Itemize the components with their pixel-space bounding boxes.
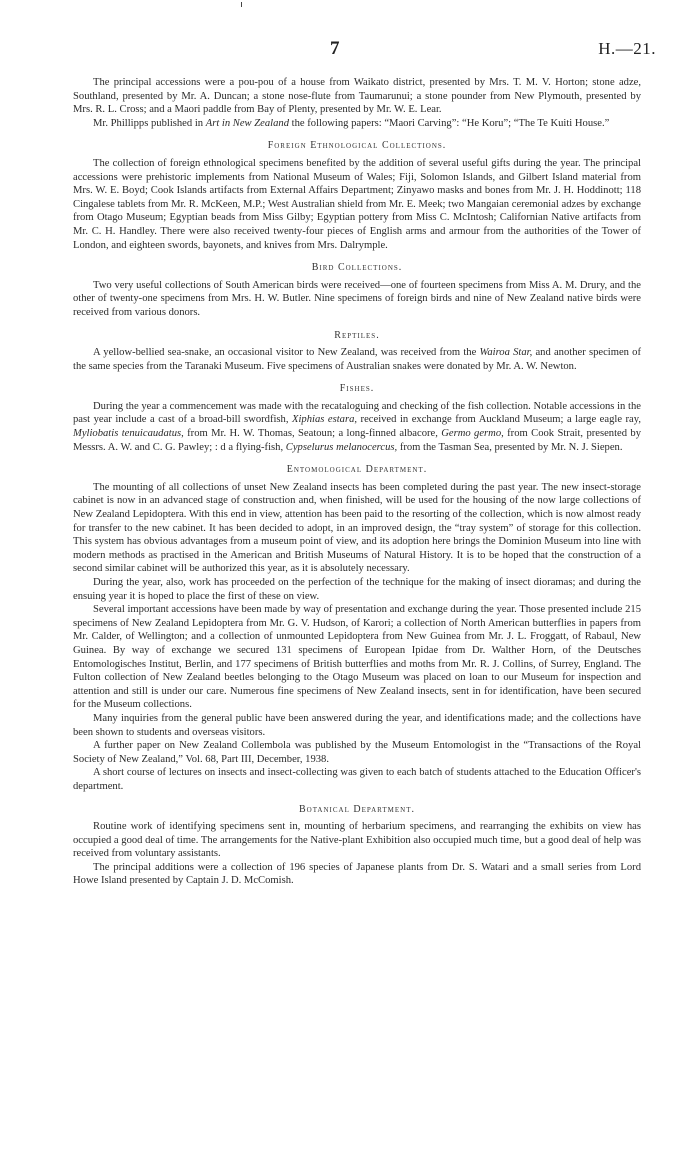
species-name: Cypselurus melanocercus,: [285, 441, 398, 453]
newspaper-name: Wairoa Star,: [479, 347, 533, 359]
intro-publications-paragraph: [73, 117, 641, 131]
entomology-paragraph: During the year, also, work has proceeded on the perfection of the technique for the making of insect dioramas; and during the ensuing year it is hoped to place the first of these on view.: [73, 577, 641, 602]
section-heading-foreign-ethnological: Foreign Ethnological Collections.: [267, 140, 447, 152]
species-name: Germo germo,: [441, 428, 504, 440]
text-run: Mr. Phillipps published in: [93, 117, 206, 129]
entomology-paragraph: A short course of lectures on insects and insect-collecting was given to each batch of students attached to the Education Officer's department.: [73, 767, 641, 792]
text-run: from the Tasman Sea, presented by Mr. N. J. Siepen.: [397, 441, 623, 453]
text-run: from Cook Strait, presented by Messrs. A. W. and C. G. Pawley; : d a flying-fish,: [73, 428, 642, 453]
entomology-paragraph: The mounting of all collections of unset New Zealand insects has been completed during the past year. The new insect-storage cabinet is now in an advanced stage of construction and, when finished, will be used for the housing of the now large collections of New Zealand Lepidoptera. With this end in view, attention has been paid to the resorting of the collection, which is now almost ready for transfer to the new cabinet. It has been decided to adopt, in an improved design, the “tray system” of storage for this collection. This system has obvious advantages from a museum point of view, and its adoption here brings the Dominion Museum into line with modern methods as practised in the American and British Museums of Natural History. It is to be hoped that the construction of a second similar cabinet will be authorized this year, as it is absolutely necessary.: [73, 481, 641, 575]
botany-paragraph: The principal additions were a collection of 196 species of Japanese plants from Dr. S. Watari and a small series from Lord Howe Island presented by Captain J. D. McComish.: [73, 861, 641, 887]
section-heading-reptiles: Reptiles.: [334, 329, 380, 341]
entomology-paragraph: Several important accessions have been made by way of presentation and exchange during the year. Those presented include 215 specimens of New Zealand Lepidoptera from Mr. G. V. Hudson, of Karori; a collection of North American butterflies in papers from Mr. Calder, of Wellington; and a collection of unmounted Lepidoptera from New Guinea from Mr. J. L. Froggatt, of Rabaul, New Guinea. By way of exchange we secured 131 specimens of European Ipidae from Dr. Walther Horn, of the Deutsches Entomologisches Institut, Berlin, and 177 specimens of British butterflies and moths from Mr. R. J. Collins, of Surrey, England. The Fulton collection of New Zealand beetles belonging to the Otago Museum was placed on loan to our Museum for inspection and attention and still is under our care. Numerous fine specimens of New Zealand insects, sent in for identification, have been secured for the Museum collections.: [73, 604, 641, 711]
botany-paragraph: Routine work of identifying specimens sent in, mounting of herbarium specimens, and rearranging the exhibits on view has occupied a good deal of time. The arrangements for the Native-plant Exhibition also occupied much time, but a good deal of help was received from voluntary assistants.: [73, 821, 641, 860]
text-run: the following papers: “Maori Carving”: “He Koru”; “The Te Kuiti House.”: [289, 117, 610, 129]
foreign-paragraph: The collection of foreign ethnological specimens benefited by the addition of several useful gifts during the year. The principal accessions were prehistoric implements from National Museum of Wales; Fiji, Solomon Islands, and Gilbert Island material from Mrs. W. E. Boyd; Cook Islands artifacts from External Affairs Department; Zinyawo masks and bones from Mr. J. H. Hoddinott; 118 Cingalese tablets from Mr. R. McKeen, M.P.; West Australian shield from Mr. E. Meek; two Mangaian ceremonial adzes by exchange from Otago Museum; Egyptian beads from Miss Gilby; Egyptian pottery from Miss C. McIntosh; Californian Native artifacts from Mr. C. H. Handley. There were also received twenty-four pieces of English arms and armour from the authorities of the Tower of London, and eighteen swords, bayonets, and knives from Mrs. Dalrymple.: [73, 157, 641, 251]
section-heading-botanical: Botanical Department.: [298, 803, 416, 815]
top-crop-mark: [241, 2, 242, 7]
text-run: A yellow-bellied sea-snake, an occasional visitor to New Zealand, was received from the: [93, 347, 480, 359]
section-heading-entomological: Entomological Department.: [286, 464, 428, 476]
species-name: Xiphias estara,: [292, 414, 358, 426]
document-body: [73, 76, 641, 888]
document-reference: H.—21.: [598, 39, 656, 58]
text-run: and another specimen of the same species from the Taranaki Museum. Five specimens of Australian snakes were donated by Mr. A. W. Newton.: [73, 347, 641, 372]
section-heading-bird: Bird Collections.: [311, 262, 403, 274]
bird-paragraph: Two very useful collections of South American birds were received—one of fourteen specimens from Miss A. M. Drury, and the other of twenty-one specimens from Mrs. H. W. Butler. Nine specimens of foreign birds and nine of New Zealand native birds were received from various donors.: [73, 279, 641, 318]
text-run: from Mr. H. W. Thomas, Seatoun; a long-finned albacore,: [183, 428, 442, 440]
entomology-paragraph: Many inquiries from the general public have been answered during the year, and identifications made; and the collections have been shown to students and overseas visitors.: [73, 712, 641, 738]
section-heading-fishes: Fishes.: [339, 383, 375, 395]
publication-title: Art in New Zealand: [205, 117, 289, 129]
page-number: 7: [330, 38, 340, 59]
text-run: During the year a commencement was made with the recataloguing and checking of the fish collection. Notable accessions in the past year include a cast of a broad-bill swordfish,: [73, 400, 641, 426]
reptiles-paragraph: [73, 346, 641, 373]
intro-paragraph: The principal accessions were a pou-pou of a house from Waikato district, presented by Mrs. T. M. V. Horton; stone adze, Southland, presented by Mr. A. Duncan; a stone nose-flute from Taumarunui; a stone pounder from New Plymouth, presented by Mrs. R. L. Cross; and a Maori paddle from Bay of Plenty, presented by Mr. W. E. Lear.: [73, 77, 641, 116]
species-name: Myliobatis tenuicaudatus,: [73, 428, 184, 440]
fishes-paragraph: [73, 400, 641, 454]
text-run: received in exchange from Auckland Museum; a large eagle ray,: [357, 414, 642, 426]
entomology-paragraph: A further paper on New Zealand Collembola was published by the Museum Entomologist in the “Transactions of the Royal Society of New Zealand,” Vol. 68, Part III, December, 1938.: [73, 740, 641, 765]
